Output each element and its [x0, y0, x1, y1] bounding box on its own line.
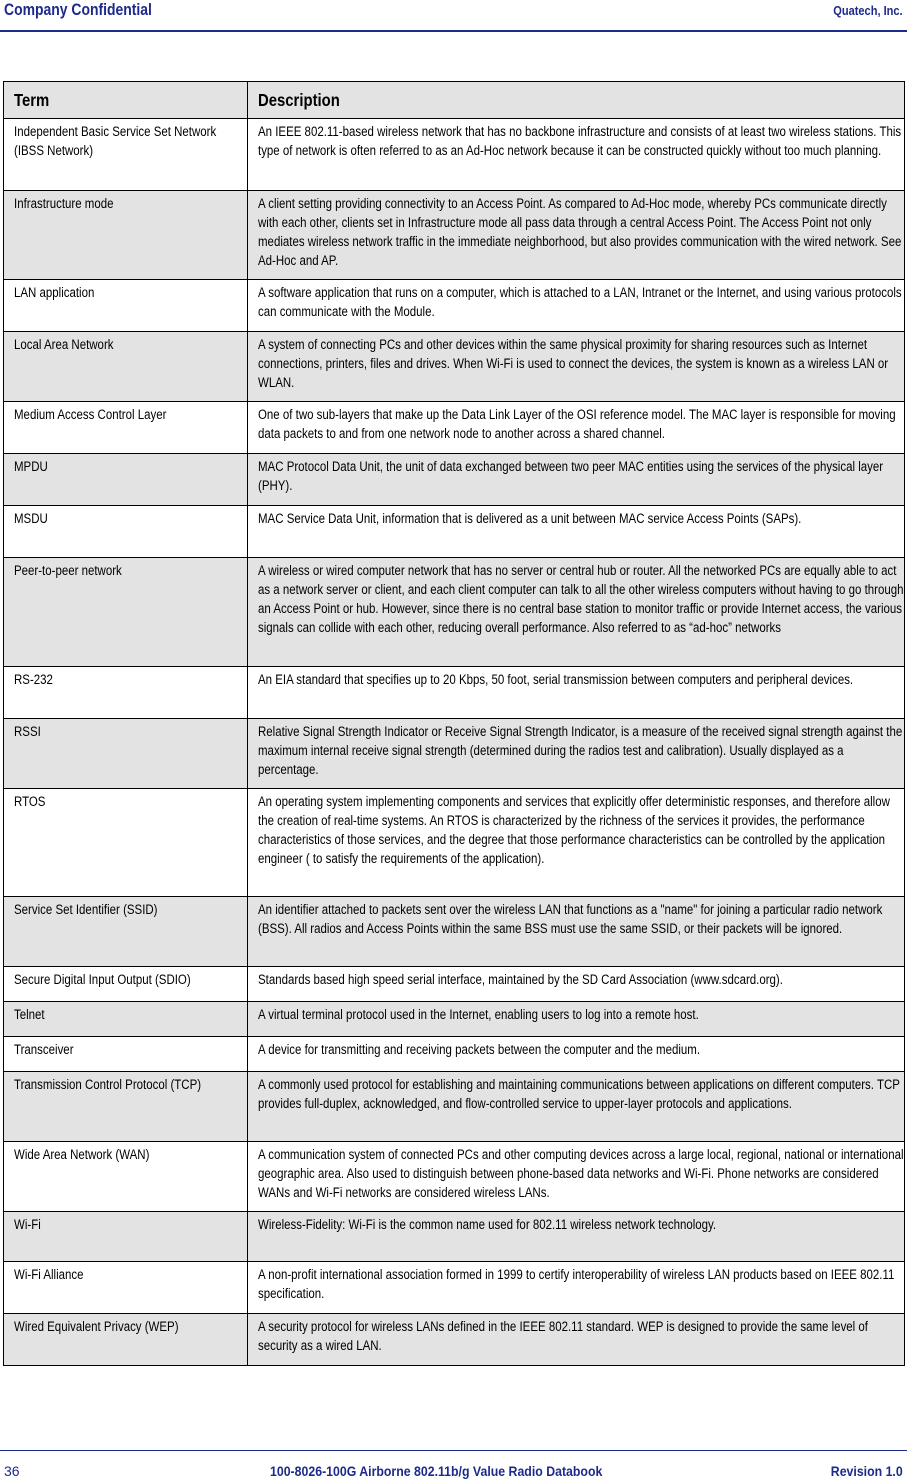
description-cell: An IEEE 802.11-based wireless network that has no backbone infrastructure and consists of at least two wireless stations. This type of network is often referred to as an Ad-Hoc network because it can be constructed quickly without too much planning. [248, 119, 905, 191]
page-header [0, 0, 907, 32]
description-cell: An operating system implementing components and services that explicitly offer deterministic responses, and therefore allow the creation of real-time systems. An RTOS is characterized by the richness of the services it provides, the performance characteristics of those services, and the degree that those performance characteristics can be controlled by the application engineer ( to satisfy the requirements of the application). [248, 789, 905, 897]
term-cell: Wide Area Network (WAN) [4, 1142, 248, 1212]
table-row [4, 332, 905, 402]
table-row [4, 1314, 905, 1366]
term-cell: Transmission Control Protocol (TCP) [4, 1072, 248, 1142]
table-row [4, 1212, 905, 1262]
term-cell: Infrastructure mode [4, 191, 248, 280]
table-row [4, 967, 905, 1002]
description-cell: A security protocol for wireless LANs defined in the IEEE 802.11 standard. WEP is designed to provide the same level of security as a wired LAN. [248, 1314, 905, 1366]
term-cell: MPDU [4, 454, 248, 506]
description-cell: An EIA standard that specifies up to 20 Kbps, 50 foot, serial transmission between computers and peripheral devices. [248, 667, 905, 719]
description-cell: A virtual terminal protocol used in the Internet, enabling users to log into a remote host. [248, 1002, 905, 1037]
description-cell: Wireless-Fidelity: Wi-Fi is the common name used for 802.11 wireless network technology. [248, 1212, 905, 1262]
table-row [4, 719, 905, 789]
description-cell: A wireless or wired computer network that has no server or central hub or router. All the networked PCs are equally able to act as a network server or client, and each client computer can talk to all the other wireless computers without having to go through an Access Point or hub. However, since there is no central base station to monitor traffic or provide Internet access, the various signals can collide with each other, reducing overall performance. Also referred to as “ad-hoc” networks [248, 558, 905, 667]
footer-page-number: 36 [4, 1463, 20, 1479]
description-cell: A system of connecting PCs and other devices within the same physical proximity for sharing resources such as Internet connections, printers, files and drives. When Wi-Fi is used to connect the devices, the system is known as a wireless LAN or WLAN. [248, 332, 905, 402]
header-company: Quatech, Inc. [833, 3, 903, 18]
term-cell: Wi-Fi [4, 1212, 248, 1262]
table-row [4, 454, 905, 506]
table-row [4, 506, 905, 558]
table-row [4, 1037, 905, 1072]
term-cell: Secure Digital Input Output (SDIO) [4, 967, 248, 1002]
description-cell: A client setting providing connectivity to an Access Point. As compared to Ad-Hoc mode, whereby PCs communicate directly with each other, clients set in Infrastructure mode all pass data through a central Access Point. The Access Point not only mediates wireless network traffic in the immediate neighborhood, but also provides communication with the wired network. See Ad-Hoc and AP. [248, 191, 905, 280]
term-cell: RSSI [4, 719, 248, 789]
table-row [4, 789, 905, 897]
description-cell: An identifier attached to packets sent over the wireless LAN that functions as a "name" for joining a particular radio network (BSS). All radios and Access Points within the same BSS must use the same SSID, or their packets will be ignored. [248, 897, 905, 967]
description-cell: Standards based high speed serial interface, maintained by the SD Card Association (www.sdcard.org). [248, 967, 905, 1002]
description-cell: MAC Protocol Data Unit, the unit of data exchanged between two peer MAC entities using the services of the physical layer (PHY). [248, 454, 905, 506]
table-row [4, 1262, 905, 1314]
description-cell: A communication system of connected PCs and other computing devices across a large local, regional, national or international geographic area. Also used to distinguish between phone-based data networks and Wi-Fi. Phone networks are considered WANs and Wi-Fi networks are considered wireless LANs. [248, 1142, 905, 1212]
term-cell: RTOS [4, 789, 248, 897]
table-row [4, 667, 905, 719]
term-cell: LAN application [4, 280, 248, 332]
page-footer [0, 1450, 907, 1484]
description-cell: MAC Service Data Unit, information that is delivered as a unit between MAC service Access Points (SAPs). [248, 506, 905, 558]
term-cell: Wi-Fi Alliance [4, 1262, 248, 1314]
term-cell: Local Area Network [4, 332, 248, 402]
table-row [4, 1072, 905, 1142]
term-cell: Medium Access Control Layer [4, 402, 248, 454]
table-row [4, 402, 905, 454]
column-header-description: Description [248, 82, 905, 119]
glossary-table [3, 81, 905, 1366]
description-cell: One of two sub-layers that make up the Data Link Layer of the OSI reference model. The MAC layer is responsible for moving data packets to and from one network node to another across a shared channel. [248, 402, 905, 454]
term-cell: MSDU [4, 506, 248, 558]
description-cell: A device for transmitting and receiving packets between the computer and the medium. [248, 1037, 905, 1072]
header-confidential: Company Confidential [4, 0, 152, 19]
table-row [4, 280, 905, 332]
term-cell: Telnet [4, 1002, 248, 1037]
table-header-row [4, 82, 905, 119]
table-row [4, 191, 905, 280]
term-cell: Wired Equivalent Privacy (WEP) [4, 1314, 248, 1366]
table-row [4, 897, 905, 967]
table-row [4, 558, 905, 667]
table-row [4, 119, 905, 191]
term-cell: Transceiver [4, 1037, 248, 1072]
column-header-term: Term [4, 82, 248, 119]
term-cell: Peer-to-peer network [4, 558, 248, 667]
description-cell: A software application that runs on a computer, which is attached to a LAN, Intranet or the Internet, and using various protocols can communicate with the Module. [248, 280, 905, 332]
description-cell: Relative Signal Strength Indicator or Receive Signal Strength Indicator, is a measure of the received signal strength against the maximum internal receive signal strength (determined during the radios test and calibration). Usually displayed as a percentage. [248, 719, 905, 789]
table-row [4, 1142, 905, 1212]
term-cell: RS-232 [4, 667, 248, 719]
footer-document-title: 100-8026-100G Airborne 802.11b/g Value Radio Databook [270, 1463, 603, 1479]
description-cell: A non-profit international association formed in 1999 to certify interoperability of wireless LAN products based on IEEE 802.11 specification. [248, 1262, 905, 1314]
table-row [4, 1002, 905, 1037]
term-cell: Independent Basic Service Set Network (IBSS Network) [4, 119, 248, 191]
term-cell: Service Set Identifier (SSID) [4, 897, 248, 967]
description-cell: A commonly used protocol for establishing and maintaining communications between applications on different computers. TCP provides full-duplex, acknowledged, and flow-controlled service to upper-layer protocols and applications. [248, 1072, 905, 1142]
footer-revision: Revision 1.0 [831, 1463, 903, 1479]
